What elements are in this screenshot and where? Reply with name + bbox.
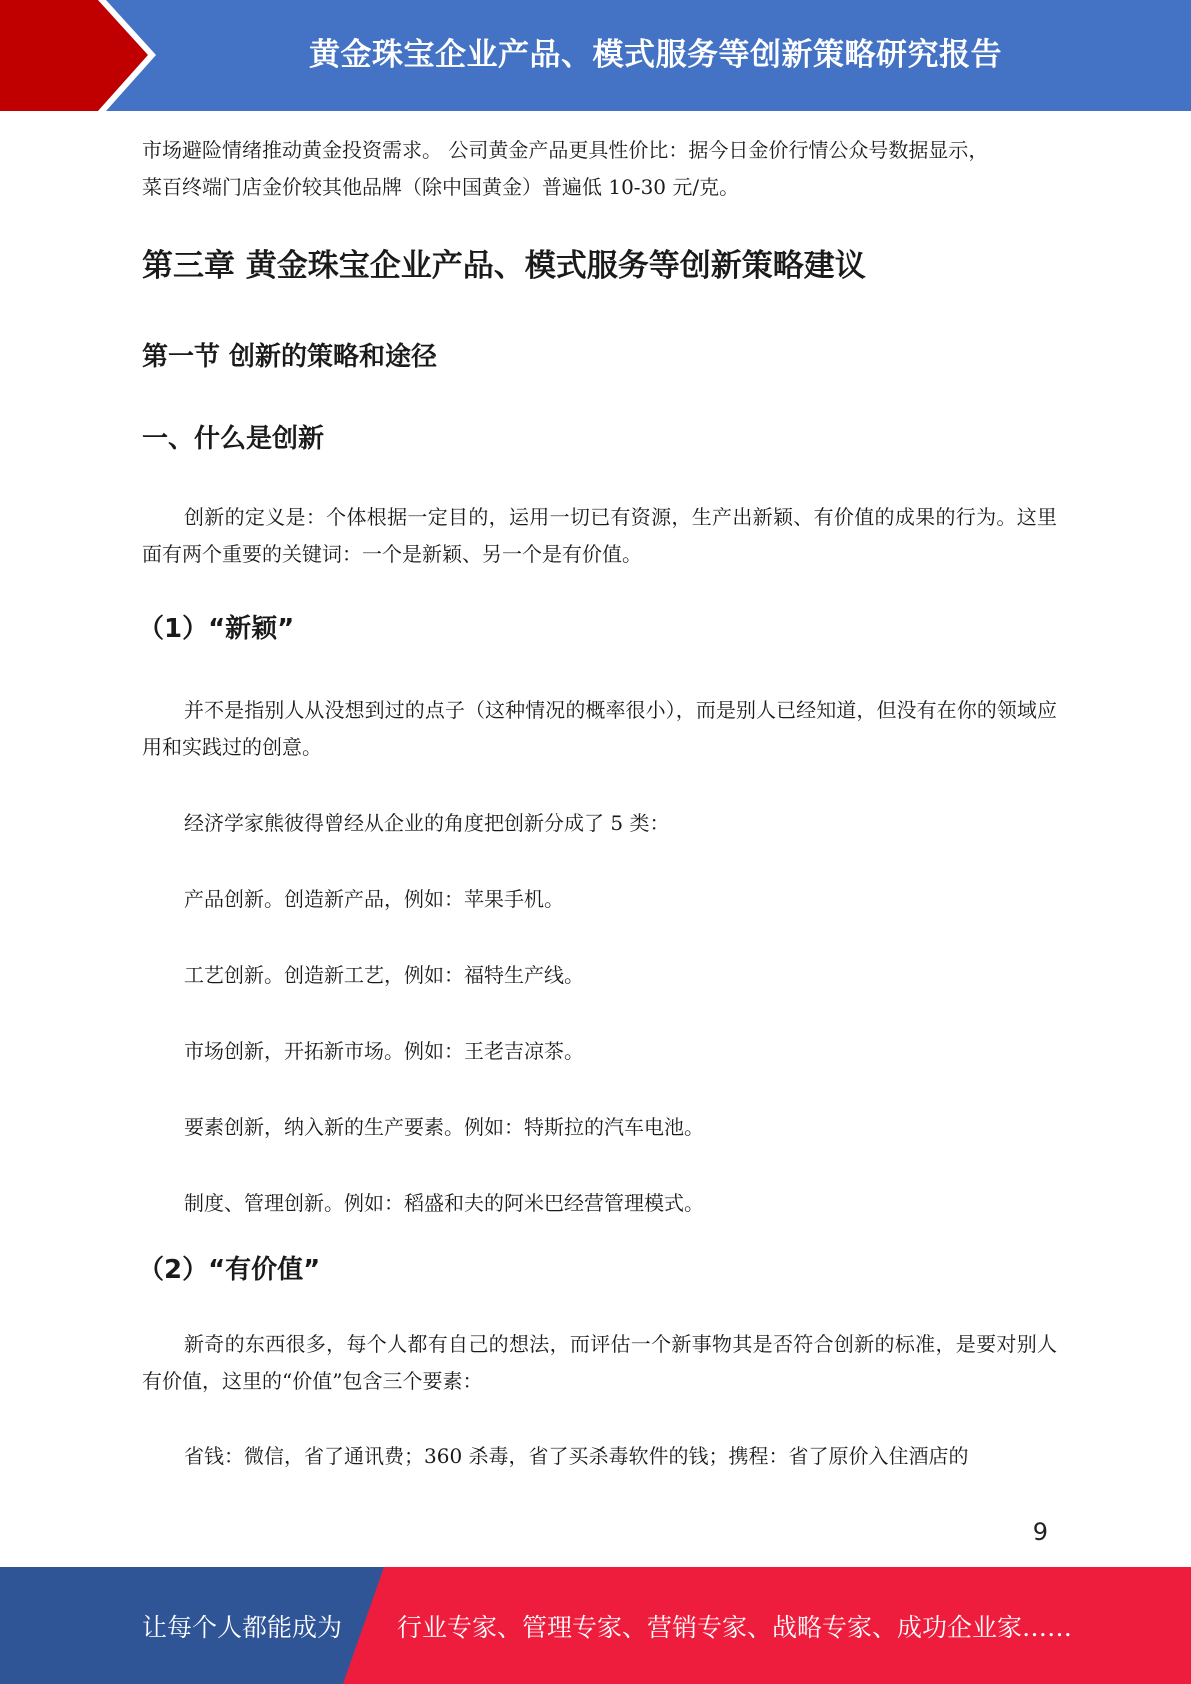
- innovation-item-market: 市场创新，开拓新市场。例如：王老吉凉茶。: [184, 1039, 584, 1063]
- header-arrow-decoration: [0, 0, 160, 111]
- subsection-title: 一、什么是创新: [142, 424, 325, 454]
- value-heading: （2）“有价值”: [138, 1255, 321, 1285]
- novel-heading: （1）“新颖”: [138, 614, 295, 644]
- page-header: [0, 0, 1191, 111]
- value-description: 新奇的东西很多，每个人都有自己的想法，而评估一个新事物其是否符合创新的标准，是要对别人有价值，这里的“价值”包含三个要素：: [142, 1332, 1057, 1393]
- page-footer: [0, 1567, 1191, 1684]
- novel-description: 并不是指别人从没想到过的点子（这种情况的概率很小），而是别人已经知道，但没有在你的领域应用和实践过的创意。: [142, 698, 1057, 759]
- innovation-item-product: 产品创新。创造新产品，例如：苹果手机。: [184, 887, 564, 911]
- innovation-item-factor: 要素创新，纳入新的生产要素。例如：特斯拉的汽车电池。: [184, 1115, 704, 1139]
- footer-slogan-right: 行业专家、管理专家、营销专家、战略专家、成功企业家……: [397, 1612, 1073, 1642]
- intro-line-1: 市场避险情绪推动黄金投资需求。 公司黄金产品更具性价比：据今日金价行情公众号数据显示，: [142, 138, 989, 162]
- innovation-item-process: 工艺创新。创造新工艺，例如：福特生产线。: [184, 963, 584, 987]
- section-title: 第一节 创新的策略和途径: [142, 342, 438, 372]
- novel-intro: 经济学家熊彼得曾经从企业的角度把创新分成了 5 类：: [184, 811, 670, 835]
- header-title: 黄金珠宝企业产品、模式服务等创新策略研究报告: [309, 36, 1002, 73]
- value-save-money: 省钱：微信，省了通讯费；360 杀毒，省了买杀毒软件的钱；携程：省了原价入住酒店的: [184, 1444, 969, 1468]
- intro-line-2: 菜百终端门店金价较其他品牌（除中国黄金）普遍低 10-30 元/克。: [142, 175, 740, 199]
- definition-paragraph: 创新的定义是：个体根据一定目的，运用一切已有资源，生产出新颖、有价值的成果的行为。这里面有两个重要的关键词：一个是新颖、另一个是有价值。: [142, 505, 1057, 566]
- chapter-title: 第三章 黄金珠宝企业产品、模式服务等创新策略建议: [142, 248, 866, 284]
- innovation-item-management: 制度、管理创新。例如：稻盛和夫的阿米巴经营管理模式。: [184, 1191, 704, 1215]
- page-number: 9: [1032, 1518, 1048, 1546]
- footer-slogan-left: 让每个人都能成为: [142, 1612, 343, 1642]
- document-body: [138, 132, 1057, 1475]
